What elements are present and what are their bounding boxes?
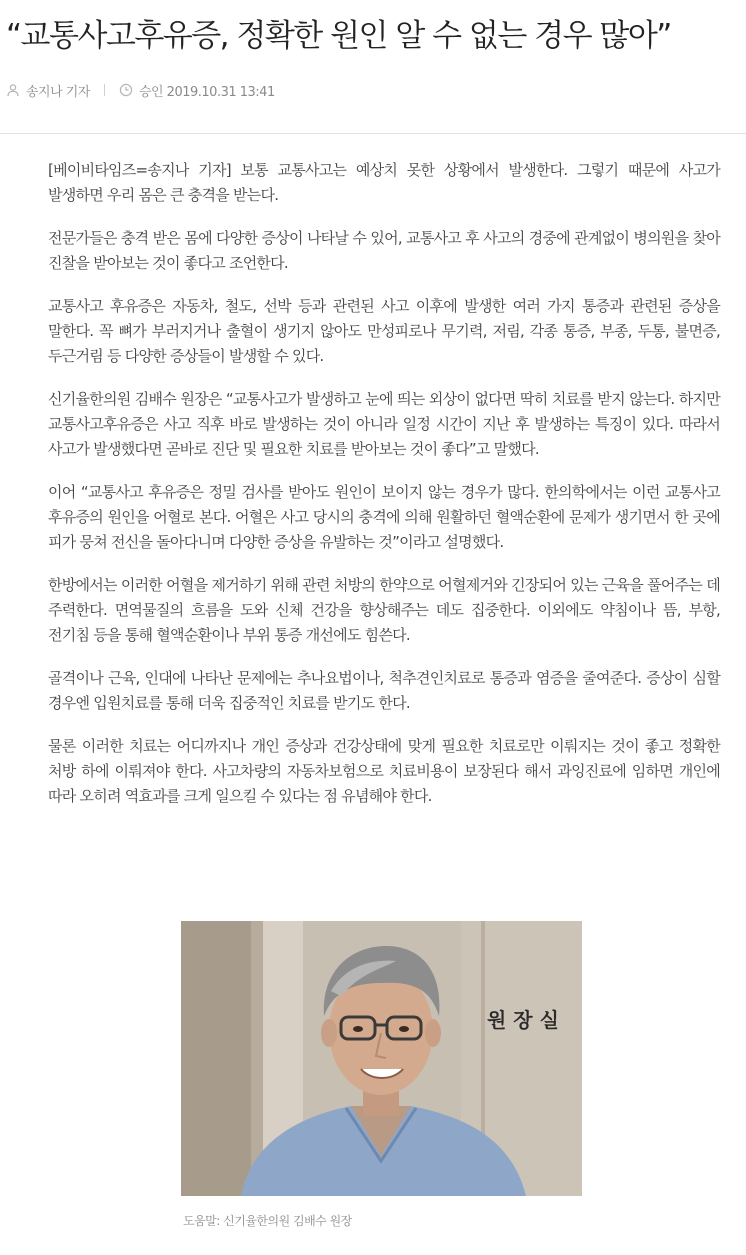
sign-text: 원 장 실 [487,1008,559,1032]
author-name[interactable]: 송지나 기자 [26,84,90,100]
photo-caption: 도움말: 신기율한의원 김배수 원장 [183,1214,352,1228]
person-icon [6,83,20,97]
paragraph: 교통사고 후유증은 자동차, 철도, 선박 등과 관련된 사고 이후에 발생한 여러 가지 통증과 관련된 증상을 말한다. 꼭 뼈가 부러지거나 출혈이 생기지 않아도 만성피로나 무기력, 저림, 각종 통증, 부종, 두통, 불면증, 두근거림 등 다양한 증상들이 발생할 수 있다. [48,297,720,365]
author-info [6,81,90,100]
article-body [48,158,720,827]
clock-icon [119,83,133,97]
doctor-photo [181,921,582,1196]
article-photo [181,921,582,1196]
paragraph: 물론 이러한 치료는 어디까지나 개인 증상과 건강상태에 맞게 필요한 치료로만 이뤄지는 것이 좋고 정확한 처방 하에 이뤄져야 한다. 사고차량의 자동차보험으로 치료비용이 보장된다 해서 과잉진료에 임하면 개인에 따라 오히려 역효과를 크게 일으킬 수 있다는 점 유념해야 한다. [48,737,720,805]
header-divider [0,133,746,134]
paragraph: 골격이나 근육, 인대에 나타난 문제에는 추나요법이나, 척추견인치료로 통증과 염증을 줄여준다. 증상이 심할 경우엔 입원치료를 통해 더욱 집중적인 치료를 받기도 한다. [48,669,720,712]
paragraph: 이어 “교통사고 후유증은 정밀 검사를 받아도 원인이 보이지 않는 경우가 많다. 한의학에서는 이런 교통사고 후유증의 원인을 어혈로 본다. 어혈은 사고 당시의 충격에 의해 원활하던 혈액순환에 문제가 생기면서 한 곳에 피가 뭉쳐 전신을 돌아다니며 다양한 증상을 유발하는 것”이라고 설명했다. [48,483,720,551]
paragraph: [베이비타임즈=송지나 기자] 보통 교통사고는 예상치 못한 상황에서 발생한다. 그렇기 때문에 사고가 발생하면 우리 몸은 큰 충격을 받는다. [48,161,720,204]
paragraph: 전문가들은 충격 받은 몸에 다양한 증상이 나타날 수 있어, 교통사고 후 사고의 경중에 관계없이 병의원을 찾아 진찰을 받아보는 것이 좋다고 조언한다. [48,229,720,272]
paragraph: 신기율한의원 김배수 원장은 “교통사고가 발생하고 눈에 띄는 외상이 없다면 딱히 치료를 받지 않는다. 하지만 교통사고후유증은 사고 직후 바로 발생하는 것이 아니라 일정 시간이 지난 후 발생하는 특징이 있다. 따라서 사고가 발생했다면 곧바로 진단 및 필요한 치료를 받아보는 것이 좋다”고 말했다. [48,390,720,458]
meta-separator [104,84,105,96]
approved-date: 승인 2019.10.31 13:41 [138,84,275,100]
article-title: “교통사고후유증, 정확한 원인 알 수 없는 경우 많아” [6,18,671,54]
article-meta [6,80,275,100]
approved-info [119,81,275,100]
paragraph: 한방에서는 이러한 어혈을 제거하기 위해 관련 처방의 한약으로 어혈제거와 긴장되어 있는 근육을 풀어주는 데 주력한다. 면역물질의 흐름을 도와 신체 건강을 향상해주는 데도 집중한다. 이외에도 약침이나 뜸, 부항, 전기침 등을 통해 혈액순환이나 부위 통증 개선에도 힘쓴다. [48,576,720,644]
